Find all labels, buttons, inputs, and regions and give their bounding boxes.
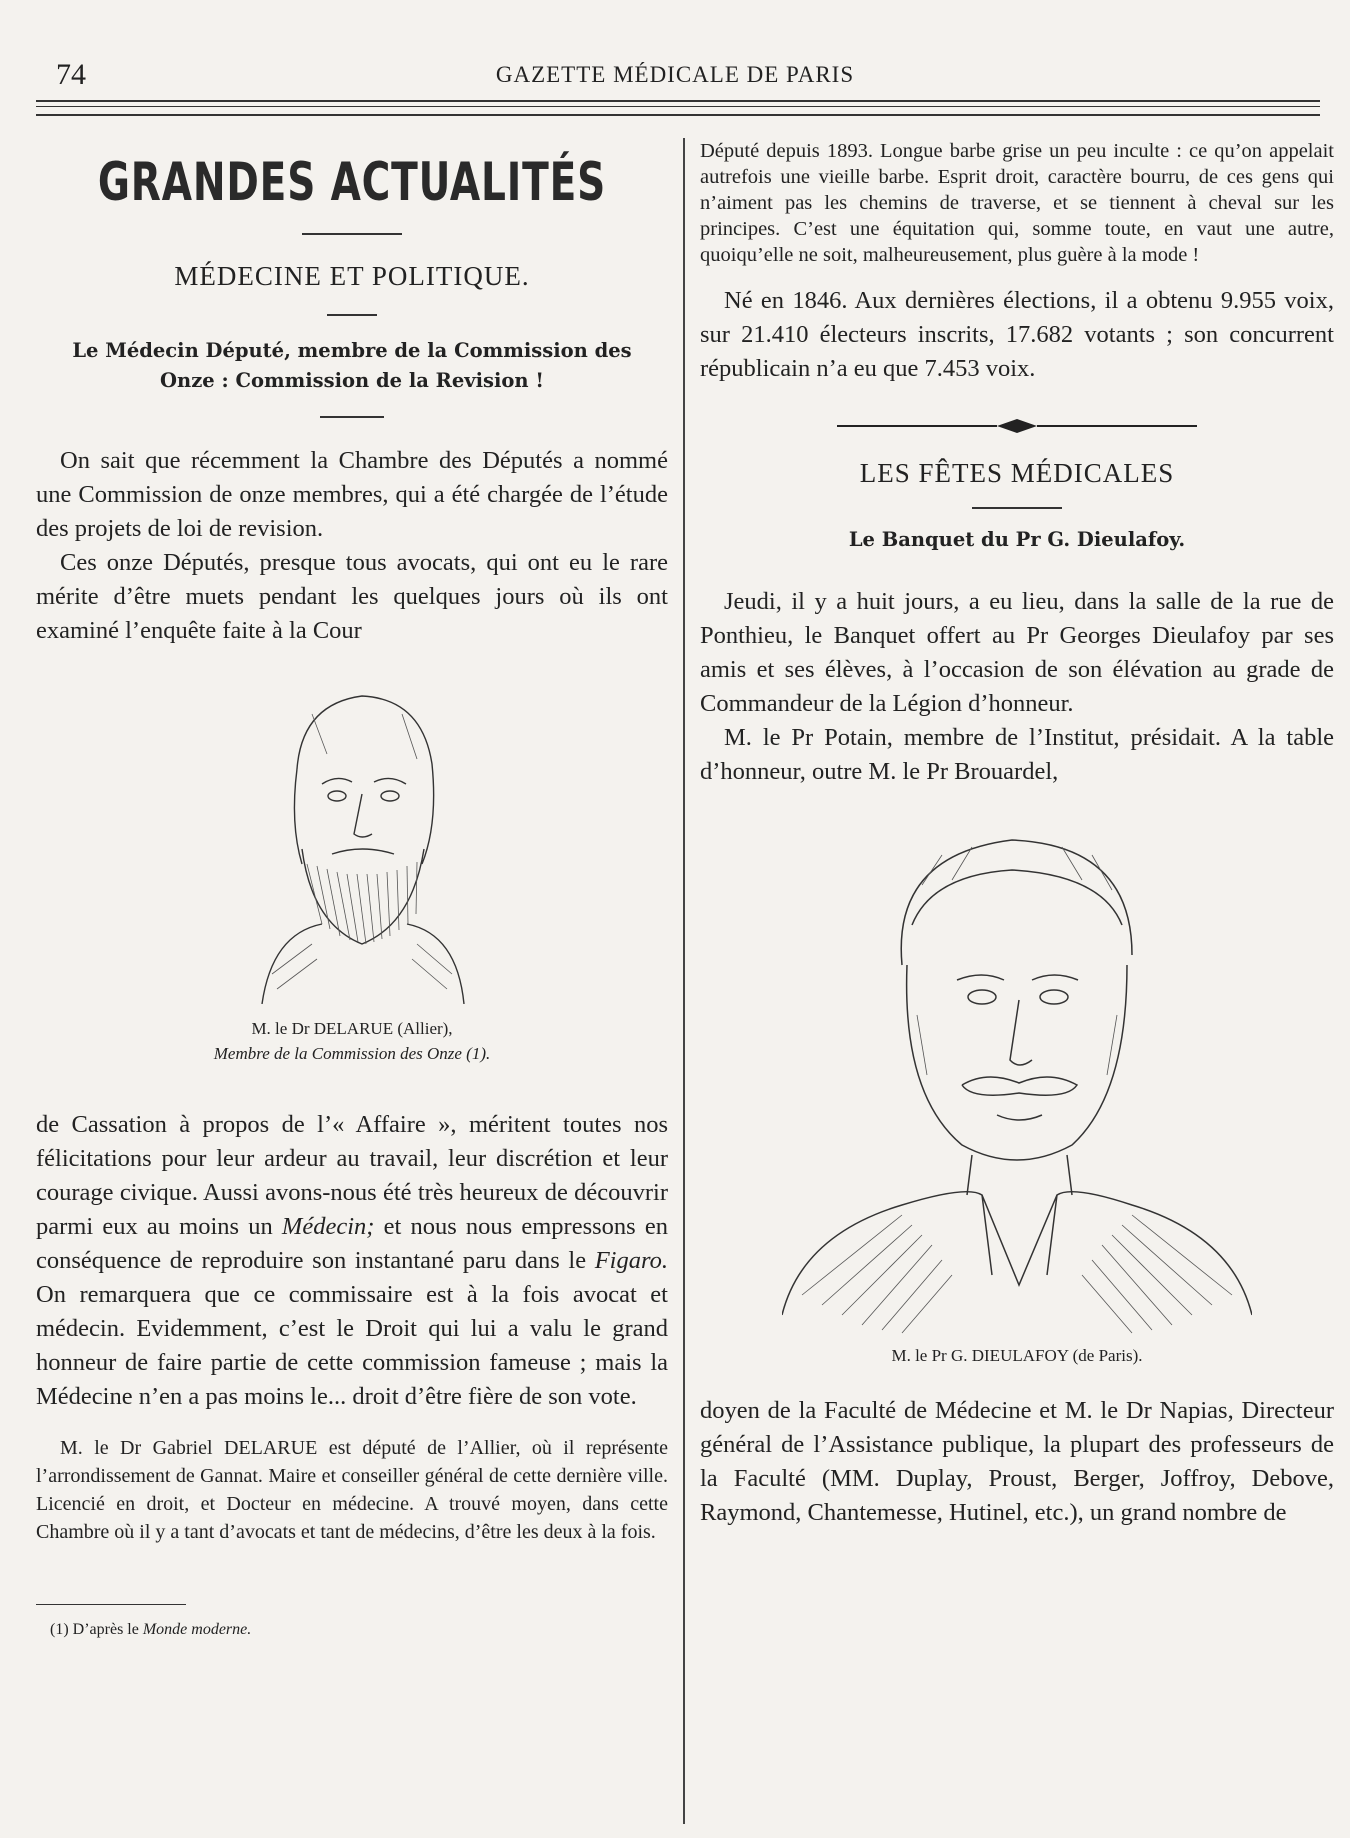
section-rule bbox=[972, 507, 1062, 509]
title-rule bbox=[302, 233, 402, 235]
article-subheading: Le Médecin Député, membre de la Commission des Onze : Commission de la Revision ! bbox=[72, 339, 632, 392]
portrait-delarue bbox=[202, 674, 502, 1004]
paragraph: M. le Pr Potain, membre de l’Institut, présidait. A la table d’honneur, outre M. le Pr Brouardel, bbox=[700, 724, 1334, 785]
fleuron-divider bbox=[837, 416, 1197, 436]
paragraph: Jeudi, il y a huit jours, a eu lieu, dans la salle de la rue de Ponthieu, le Banquet offert au Pr Georges Dieulafoy par ses amis et ses élèves, à l’occasion de son élévation au grade de Commandeur de la Légion d’honneur. bbox=[700, 588, 1334, 717]
portrait-dieulafoy bbox=[782, 815, 1252, 1335]
article-subheading: Le Banquet du Pr G. Dieulafoy. bbox=[848, 528, 1186, 551]
column-divider bbox=[683, 138, 685, 1824]
left-column bbox=[36, 134, 668, 1641]
paragraph: On sait que récemment la Chambre des Députés a nommé une Commission de onze membres, qui a été chargée de l’étude des projets de loi de revision. bbox=[36, 447, 668, 542]
header-rule bbox=[36, 114, 1320, 116]
subheading-rule bbox=[320, 416, 384, 418]
section-title: LES FÊTES MÉDICALES bbox=[859, 458, 1175, 488]
biography-continued: Député depuis 1893. Longue barbe grise un peu inculte : ce qu’on appelait autrefois une vieille barbe. Esprit droit, caractère bourru, de ces gens qui n’aiment pas les chemins de traverse, et se tiennent à cheval sur les principes. C’est une équitation qui, somme toute, en vaut une autre, quoiqu’elle ne soit, malheureusement, plus guère à la mode ! bbox=[700, 140, 1334, 266]
main-title: GRANDES ACTUALITÉS bbox=[97, 152, 607, 213]
paragraph: doyen de la Faculté de Médecine et M. le Dr Napias, Directeur général de l’Assistance publique, la plupart des professeurs de la Faculté (MM. Duplay, Proust, Berger, Joffroy, Debove, Raymond, Chantemesse, Hutinel, etc.), un grand nombre de bbox=[700, 1397, 1334, 1526]
footnote: (1) D’après le Monde moderne. bbox=[50, 1621, 252, 1638]
running-head: GAZETTE MÉDICALE DE PARIS bbox=[495, 62, 855, 87]
paragraph: de Cassation à propos de l’« Affaire », méritent toutes nos félicitations pour leur ardeur au travail, leur discrétion et leur courage civique. Aussi avons-nous été très heureux de découvrir parmi eux au moins un Médecin; et nous nous empressons en conséquence de reproduire son instantané paru dans le Figaro. On remarquera que ce commissaire est à la fois avocat et médecin. Evidemment, c’est le Droit qui lui a valu le grand honneur de faire partie de cette commission fameuse ; mais la Médecine n’en a pas moins le... droit d’être fière de son vote. bbox=[36, 1111, 668, 1410]
biography-paragraph: M. le Dr Gabriel DELARUE est député de l’Allier, où il représente l’arrondissement de Gannat. Maire et conseiller général de cette dernière ville. Licencié en droit, et Docteur en médecine. A trouvé moyen, dans cette Chambre où il y a tant d’avocats et tant de médecins, d’être les deux à la fois. bbox=[36, 1437, 668, 1543]
portrait-caption-italic: Membre de la Commission des Onze (1). bbox=[213, 1044, 491, 1063]
footnote-rule bbox=[36, 1604, 186, 1605]
election-paragraph: Né en 1846. Aux dernières élections, il a obtenu 9.955 voix, sur 21.410 électeurs inscrits, 17.682 votants ; son concurrent républicain n’a eu que 7.453 voix. bbox=[700, 287, 1334, 382]
paragraph: Ces onze Députés, presque tous avocats, qui ont eu le rare mérite d’être muets pendant les quelques jours où ils ont examiné l’enquête faite à la Cour bbox=[36, 549, 668, 644]
page-number: 74 bbox=[56, 58, 86, 91]
portrait-caption: M. le Dr DELARUE (Allier), bbox=[251, 1019, 453, 1038]
header-rule bbox=[36, 106, 1320, 107]
portrait-caption: M. le Pr G. DIEULAFOY (de Paris). bbox=[891, 1346, 1143, 1365]
section-rule bbox=[327, 314, 377, 316]
section-title: MÉDECINE ET POLITIQUE. bbox=[174, 261, 530, 291]
header-rule bbox=[36, 100, 1320, 102]
right-column bbox=[700, 134, 1334, 1530]
